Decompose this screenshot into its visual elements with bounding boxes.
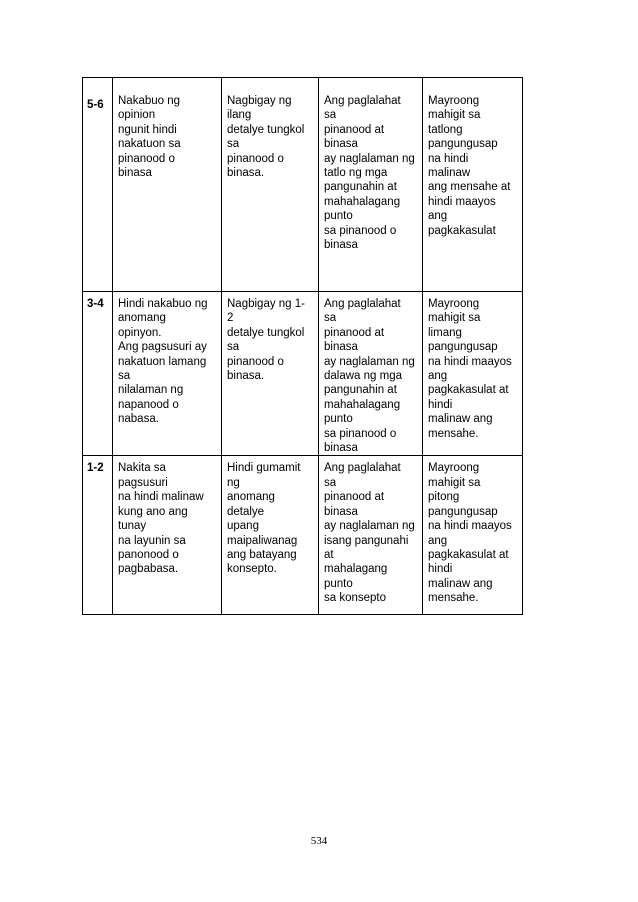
table-cell: Hindi nakabuo ng anomang opinyon. Ang pagsusuri ay nakatuon lamang sa nilalaman ng napanood o nabasa.	[113, 292, 222, 456]
score-cell: 1-2	[83, 456, 113, 615]
table-row	[83, 292, 523, 456]
table-cell: Ang paglalahat sa pinanood at binasa ay naglalaman ng tatlo ng mga pangunahin at mahahalagang punto sa pinanood o binasa	[319, 78, 423, 292]
table-cell: Hindi gumamit ng anomang detalye upang maipaliwanag ang batayang konsepto.	[222, 456, 319, 615]
table-cell: Ang paglalahat sa pinanood at binasa ay naglalaman ng isang pangunahi at mahalagang punto sa konsepto	[319, 456, 423, 615]
table-cell: Mayroong mahigit sa pitong pangungusap na hindi maayos ang pagkakasulat at hindi malinaw ang mensahe.	[423, 456, 523, 615]
table-cell: Mayroong mahigit sa limang pangungusap na hindi maayos ang pagkakasulat at hindi malinaw ang mensahe.	[423, 292, 523, 456]
table-row	[83, 456, 523, 615]
score-cell: 3-4	[83, 292, 113, 456]
page-number: 534	[310, 835, 328, 847]
table-cell: Nakita sa pagsusuri na hindi malinaw kung ano ang tunay na layunin sa panonood o pagbabasa.	[113, 456, 222, 615]
table-cell: Nakabuo ng opinion ngunit hindi nakatuon sa pinanood o binasa	[113, 78, 222, 292]
table-row	[83, 78, 523, 292]
rubric-table	[82, 77, 523, 615]
table-cell: Ang paglalahat sa pinanood at binasa ay naglalaman ng dalawa ng mga pangunahin at mahahalagang punto sa pinanood o binasa	[319, 292, 423, 456]
table-cell: Nagbigay ng 1- 2 detalye tungkol sa pinanood o binasa.	[222, 292, 319, 456]
table-cell: Mayroong mahigit sa tatlong pangungusap na hindi malinaw ang mensahe at hindi maayos ang pagkakasulat	[423, 78, 523, 292]
table-cell: Nagbigay ng ilang detalye tungkol sa pinanood o binasa.	[222, 78, 319, 292]
score-cell: 5-6	[83, 78, 113, 292]
